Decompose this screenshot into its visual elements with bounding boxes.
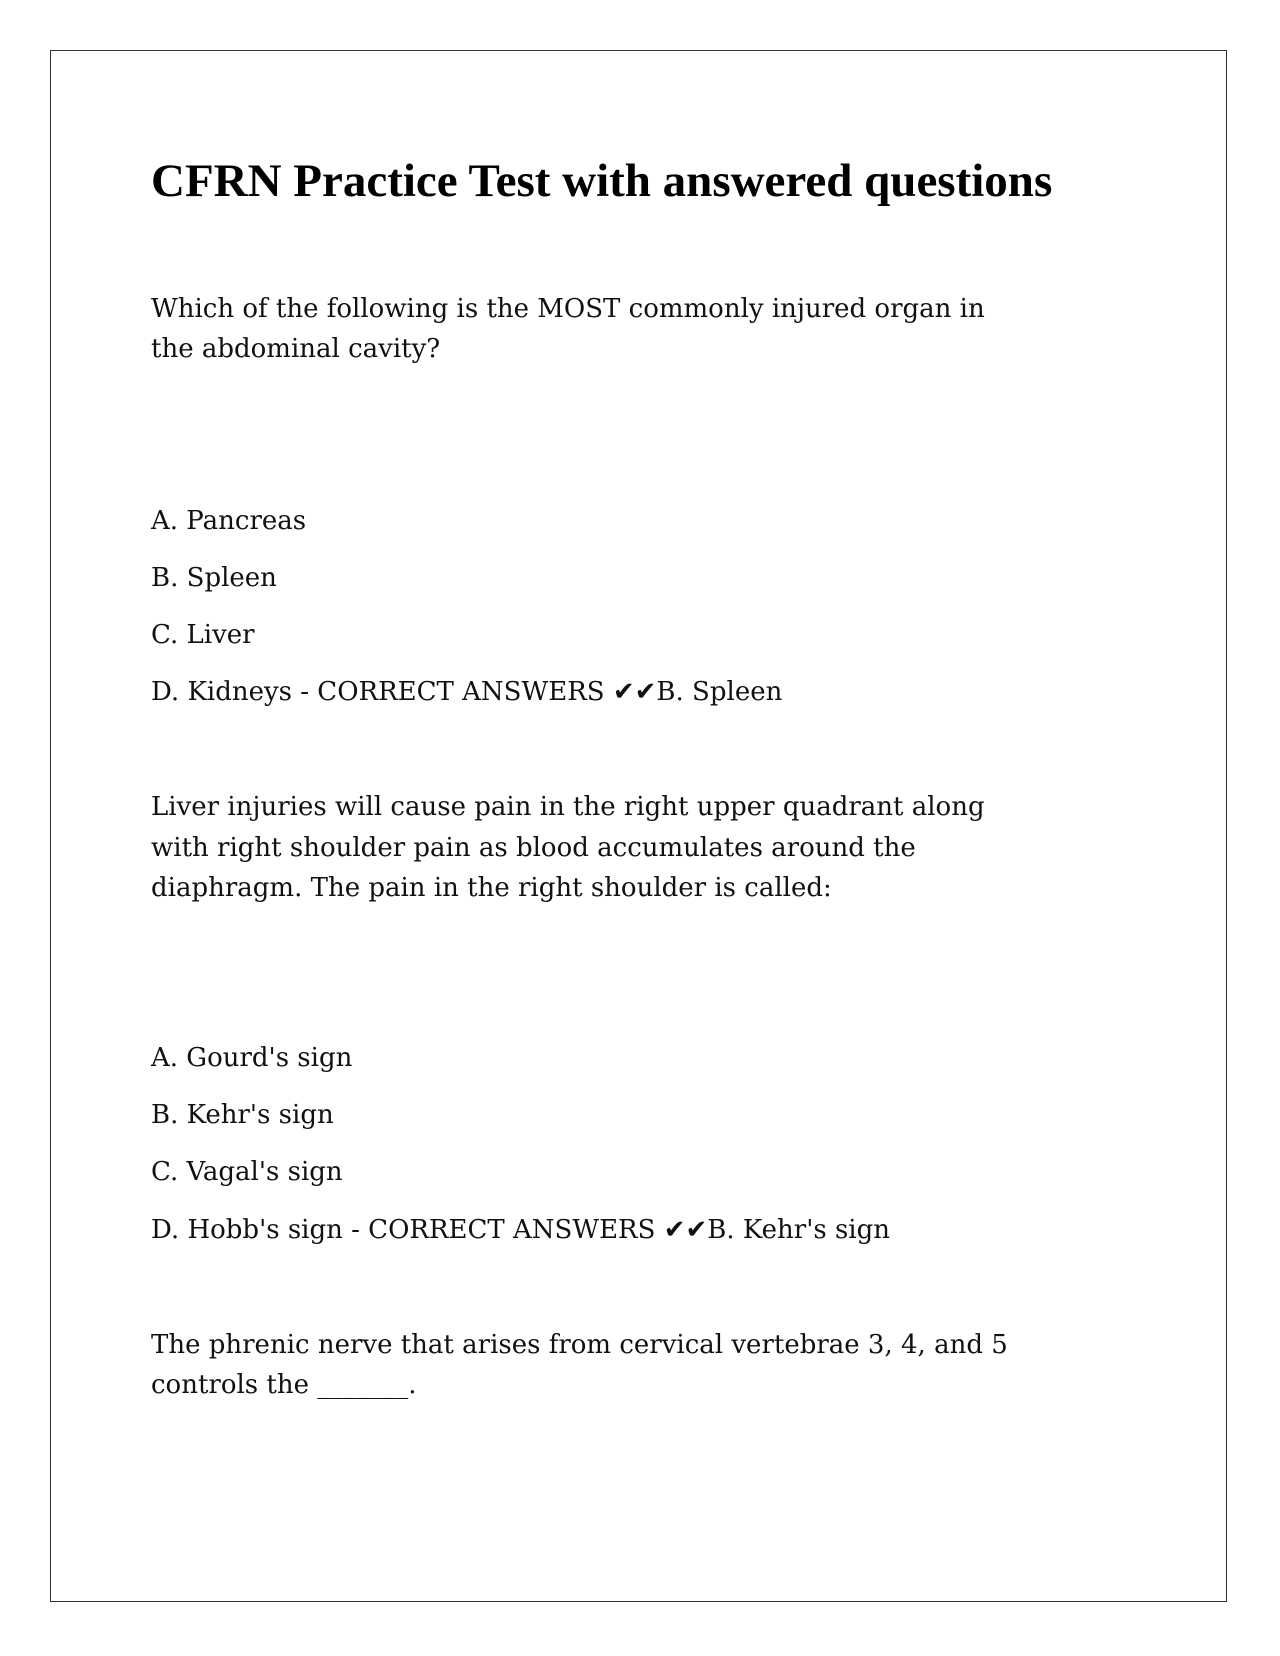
question-2-option-b: B. Kehr's sign xyxy=(151,1100,334,1130)
question-2-text-line: diaphragm. The pain in the right shoulder is called: xyxy=(151,873,832,903)
question-1-option-c: C. Liver xyxy=(151,620,255,650)
question-3-text-line: The phrenic nerve that arises from cervical vertebrae 3, 4, and 5 xyxy=(151,1330,1008,1360)
question-2-option-c: C. Vagal's sign xyxy=(151,1157,343,1187)
question-2-option-d-answer: D. Hobb's sign - CORRECT ANSWERS ✔✔B. Kehr's sign xyxy=(151,1215,891,1245)
question-1-text-line: the abdominal cavity? xyxy=(151,334,441,364)
question-2-option-a: A. Gourd's sign xyxy=(151,1043,353,1073)
question-1-option-a: A. Pancreas xyxy=(151,506,307,536)
question-3-text-line: controls the _______. xyxy=(151,1370,417,1400)
question-2-text-line: with right shoulder pain as blood accumulates around the xyxy=(151,833,916,863)
question-2-text-line: Liver injuries will cause pain in the right upper quadrant along xyxy=(151,792,985,822)
question-1-option-b: B. Spleen xyxy=(151,563,277,593)
document-title: CFRN Practice Test with answered questions xyxy=(151,155,1053,207)
question-1-text-line: Which of the following is the MOST commonly injured organ in xyxy=(151,294,985,324)
question-1-option-d-answer: D. Kidneys - CORRECT ANSWERS ✔✔B. Spleen xyxy=(151,677,783,707)
